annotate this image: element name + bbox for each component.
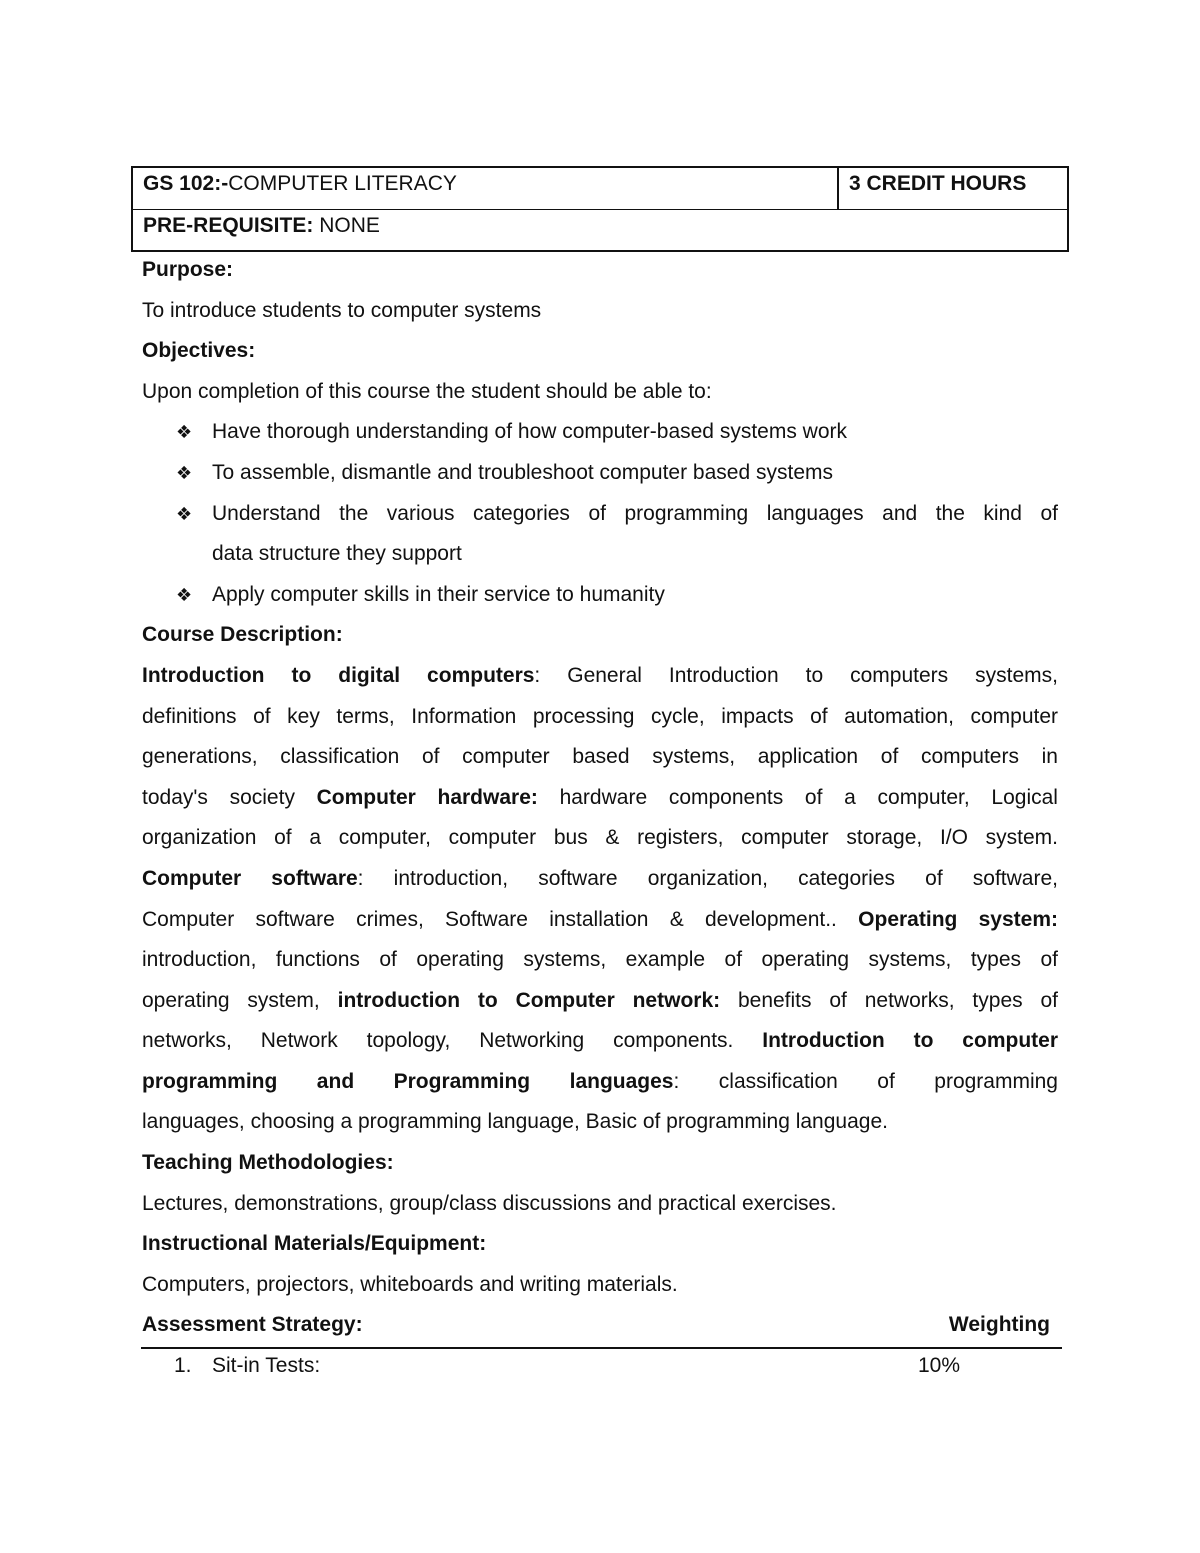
objective-item: ❖ Apply computer skills in their service to humanity [142,575,1058,616]
teaching-text: Lectures, demonstrations, group/class discussions and practical exercises. [142,1191,837,1215]
course-title: COMPUTER LITERACY [228,172,457,195]
materials-heading: Instructional Materials/Equipment: [142,1232,487,1256]
course-description-line [142,900,1058,941]
diamond-bullet-icon: ❖ [176,462,193,483]
assessment-item-label: Sit-in Tests: [212,1354,321,1377]
topic-title: Computer hardware: [316,785,538,809]
topic-text: languages, choosing a programming language, Basic of programming language. [142,1110,888,1134]
prerequisite-cell [133,210,1067,250]
course-description-paragraph [142,656,1058,1143]
topic-text: benefits of networks, types of [720,988,1058,1012]
course-description-line [142,1102,1058,1143]
topic-title: Computer software [142,866,358,890]
topic-text: : introduction, software organization, categories of software, [357,866,1058,890]
course-description-heading: Course Description: [142,623,343,647]
objective-item: ❖ Understand the various categories of programming languages and the kind of [142,494,1058,535]
weighting-label: Weighting [948,1313,1050,1337]
purpose-text: To introduce students to computer systems [142,298,542,322]
credit-hours: 3 CREDIT HOURS [849,172,1027,195]
teaching-heading: Teaching Methodologies: [142,1151,394,1175]
topic-text: organization of a computer, computer bus & registers, computer storage, I/O system. [142,826,1058,850]
topic-title: introduction to Computer network: [337,988,721,1012]
course-description-line [142,697,1058,738]
course-description-line [142,656,1058,697]
course-description-line [142,737,1058,778]
topic-text: today's society [142,785,317,809]
course-description-line [142,818,1058,859]
course-description-line [142,981,1058,1022]
diamond-bullet-icon: ❖ [176,422,193,443]
purpose-heading: Purpose: [142,258,234,281]
topic-title: Introduction to computer [762,1029,1058,1053]
assessment-header [142,1305,1050,1346]
topic-text: hardware components of a computer, Logical [537,785,1058,809]
diamond-bullet-icon: ❖ [176,584,193,605]
assessment-item [142,1346,1062,1386]
topic-text: Computer software crimes, Software installation & development.. [142,907,859,931]
course-title-cell [133,168,839,209]
course-description-line [142,1021,1058,1062]
assessment-item-weight: 10% [918,1354,961,1377]
topic-text: generations, classification of computer based systems, application of computers in [142,745,1058,769]
course-code: GS 102:- [143,172,229,195]
topic-text: networks, Network topology, Networking components. [142,1029,763,1053]
course-description-line [142,940,1058,981]
course-description-line [142,778,1058,819]
topic-text: : General Introduction to computers systems, [534,663,1058,687]
document-body [142,250,1058,1346]
course-description-line [142,859,1058,900]
topic-text: : classification of programming [673,1069,1058,1093]
prerequisite-value: NONE [313,214,380,237]
prerequisite-label: PRE-REQUISITE: [143,214,314,237]
course-title-row [133,168,1067,209]
assessment-item-number: 1. [174,1354,192,1377]
course-description-line [142,1062,1058,1103]
assessment-heading: Assessment Strategy: [142,1313,363,1337]
diamond-bullet-icon: ❖ [176,503,193,524]
topic-title: programming and Programming languages [142,1069,674,1093]
topic-text: definitions of key terms, Information processing cycle, impacts of automation, computer [142,704,1058,728]
objectives-intro: Upon completion of this course the student should be able to: [142,379,712,403]
materials-text: Computers, projectors, whiteboards and writing materials. [142,1272,678,1296]
topic-title: Operating system: [858,907,1058,931]
course-header-table [131,166,1069,252]
topic-text: introduction, functions of operating systems, example of operating systems, types of [142,948,1058,972]
objective-item-continuation: data structure they support [212,542,462,566]
objectives-heading: Objectives: [142,339,256,363]
topic-text: operating system, [142,988,338,1012]
topic-title: Introduction to digital computers [142,663,535,687]
prerequisite-row [133,209,1067,250]
objective-item: ❖ Have thorough understanding of how computer-based systems work [142,412,1058,453]
objective-item: ❖ To assemble, dismantle and troubleshoot computer based systems [142,453,1058,494]
